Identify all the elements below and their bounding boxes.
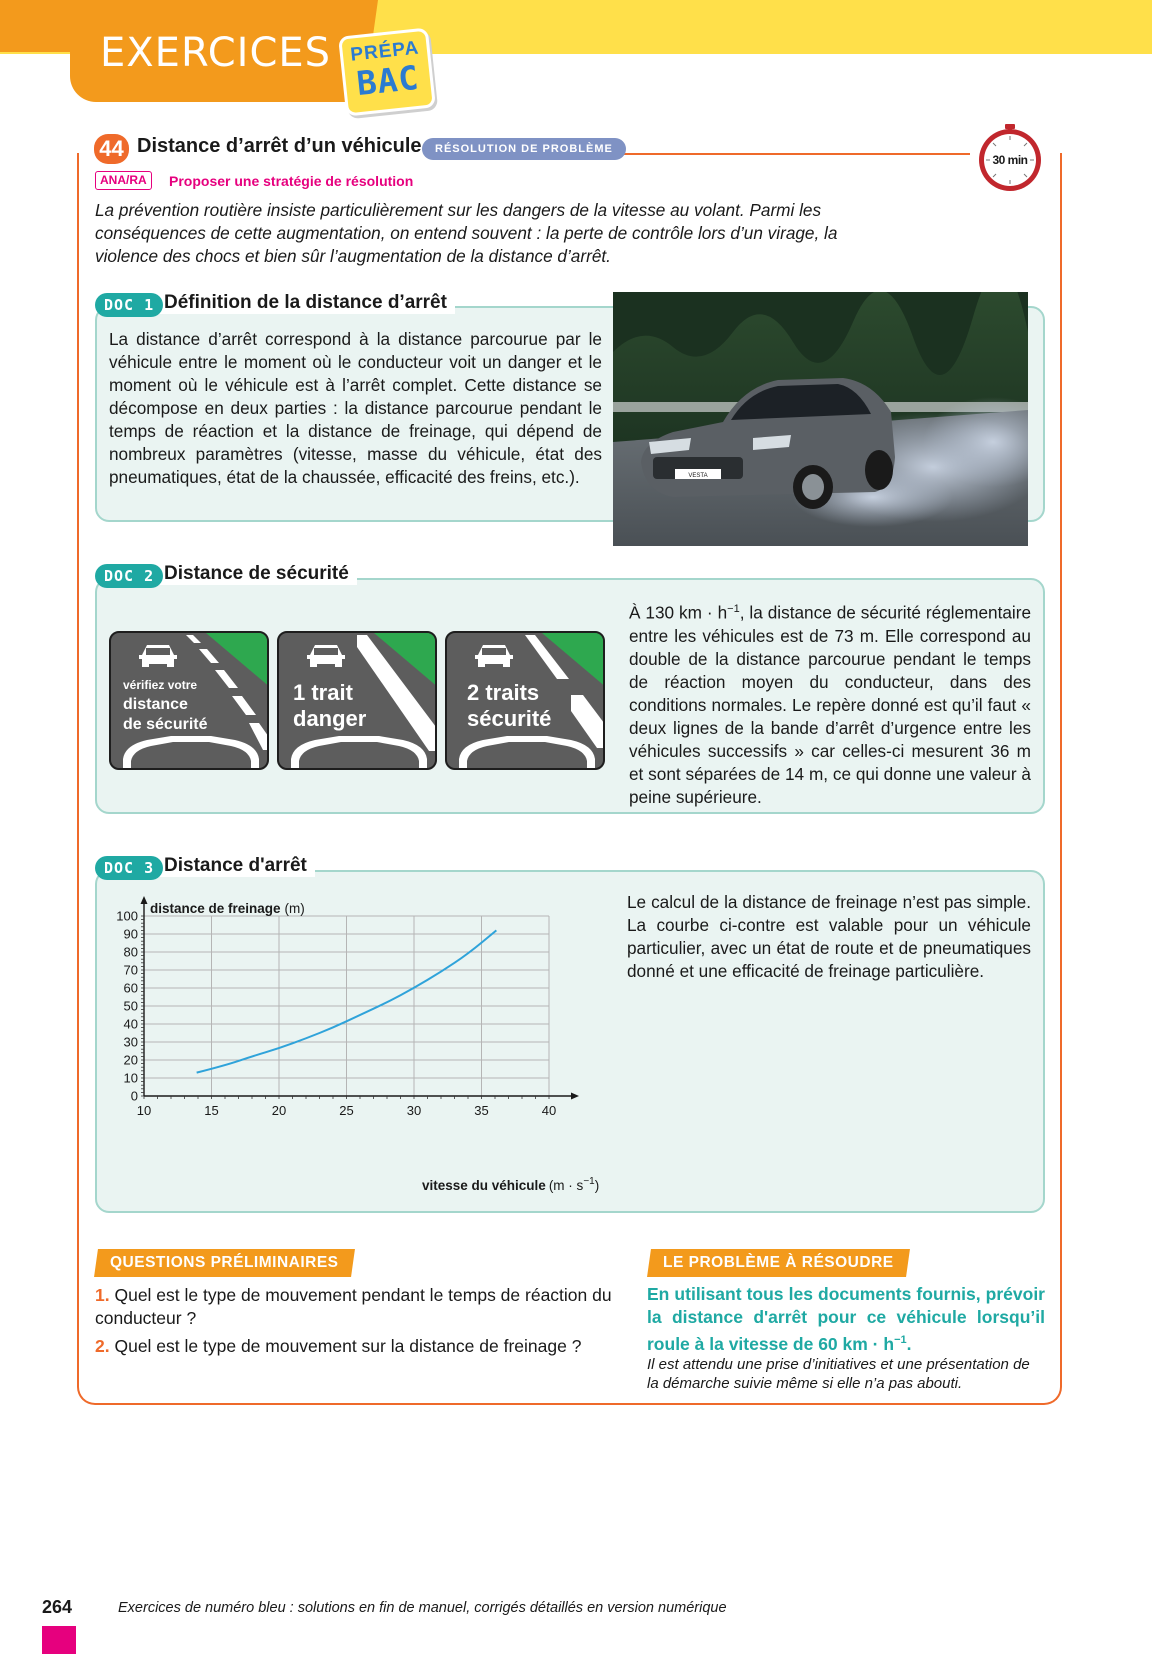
x-axis-arrow bbox=[571, 1093, 579, 1100]
chart-xlabel-bold: vitesse du véhicule bbox=[422, 1178, 546, 1193]
problem-tag bbox=[647, 1249, 910, 1277]
question-1-text: Quel est le type de mouvement pendant le temps de réaction du conducteur ? bbox=[95, 1285, 612, 1328]
question-1 bbox=[95, 1284, 615, 1330]
y-tick-label: 0 bbox=[130, 1088, 138, 1104]
chart-ylabel-bold: distance de freinage bbox=[150, 901, 281, 916]
car-photo-illustration bbox=[613, 292, 1028, 546]
chart-xlabel-unit: (m · s bbox=[548, 1178, 584, 1193]
question-2 bbox=[95, 1335, 615, 1358]
doc1-label: DOC 1 bbox=[95, 293, 163, 317]
y-axis-arrow bbox=[141, 896, 148, 904]
badge-line-1: PRÉPA bbox=[349, 37, 421, 66]
doc2-label: DOC 2 bbox=[95, 564, 163, 588]
chart-xlabel-close: ) bbox=[594, 1178, 600, 1193]
doc2-title: Distance de sécurité bbox=[158, 563, 357, 585]
badge-line-2: BAC bbox=[354, 57, 422, 104]
chart-ylabel-unit: (m) bbox=[284, 901, 305, 916]
doc2-text-sup: −1 bbox=[727, 603, 740, 615]
sign3-line1: 2 traits bbox=[467, 680, 540, 705]
question-2-number: 2. bbox=[95, 1336, 110, 1356]
x-tick-label: 30 bbox=[406, 1103, 422, 1118]
frame-top-line bbox=[612, 153, 970, 155]
problem-text-sup: −1 bbox=[894, 1334, 907, 1346]
doc3-text: Le calcul de la distance de freinage n’est pas simple. La courbe ci-contre est valable pour un véhicule particulier, avec un état de route et de pneumatiques donné et une efficacité de freinage particulière. bbox=[627, 892, 1031, 981]
x-tick-label: 40 bbox=[541, 1103, 557, 1118]
question-2-text: Quel est le type de mouvement sur la distance de freinage ? bbox=[114, 1336, 582, 1356]
sign-panel-one-line bbox=[277, 631, 437, 770]
sign1-line3: de sécurité bbox=[123, 716, 208, 733]
car-photo bbox=[613, 292, 1028, 546]
y-tick-label: 40 bbox=[123, 1016, 138, 1032]
exercise-type-tag: RÉSOLUTION DE PROBLÈME bbox=[422, 138, 626, 160]
y-tick-label: 30 bbox=[123, 1034, 138, 1050]
problem-tag-label: LE PROBLÈME À RÉSOUDRE bbox=[663, 1254, 894, 1271]
problem-statement bbox=[647, 1283, 1045, 1356]
section-title: EXERCICES bbox=[100, 30, 332, 76]
sign3-line2: sécurité bbox=[467, 706, 552, 731]
question-1-number: 1. bbox=[95, 1285, 110, 1305]
braking-distance-chart bbox=[104, 896, 614, 1196]
doc2-text-part1: À 130 km · h bbox=[629, 602, 728, 623]
footer-color-marker bbox=[42, 1626, 76, 1654]
chart-grid bbox=[144, 916, 549, 1096]
intro-paragraph: La prévention routière insiste particulièrement sur les dangers de la vitesse au volant. Parmi les conséquences de cette augmentation, on entend souvent : la perte de contrôle lors d’un virage, la violence des chocs et bien sûr l’augmentation de la distance d’arrêt. bbox=[95, 200, 838, 266]
page-number: 264 bbox=[42, 1597, 73, 1617]
y-tick-label: 50 bbox=[123, 998, 138, 1014]
x-tick-label: 20 bbox=[271, 1103, 287, 1118]
prepa-bac-badge bbox=[338, 28, 436, 117]
chart-axes bbox=[141, 896, 580, 1100]
duration-label: 30 min bbox=[992, 153, 1028, 167]
x-tick-label: 10 bbox=[136, 1103, 152, 1118]
y-tick-label: 80 bbox=[123, 944, 138, 960]
sign1-line2: distance bbox=[123, 696, 188, 713]
doc3-label: DOC 3 bbox=[95, 856, 163, 880]
sign1-small-text: vérifiez votre bbox=[123, 678, 198, 692]
sign-panel-check-distance bbox=[109, 631, 269, 770]
footer-note: Exercices de numéro bleu : solutions en fin de manuel, corrigés détaillés en version numérique bbox=[118, 1600, 727, 1616]
exercise-number: 44 bbox=[94, 134, 129, 164]
chart-ticks bbox=[116, 909, 556, 1119]
problem-text-part1: En utilisant tous les documents fournis, prévoir la distance d'arrêt pour ce véhicule lorsqu’il roule à la vitesse de 60 km · h bbox=[647, 1284, 1045, 1354]
chart-xlabel bbox=[422, 1176, 599, 1193]
y-tick-label: 60 bbox=[123, 980, 138, 996]
y-tick-label: 20 bbox=[123, 1052, 138, 1068]
doc1-text: La distance d’arrêt correspond à la distance parcourue par le véhicule entre le moment où le conducteur voit un danger et le moment où le véhicule est à l’arrêt complet. Cette distance se décompose en deux parties : la distance parcourue pendant le temps de réaction et la distance de freinage, qui dépend de nombreux paramètres (vitesse, masse du véhicule, état des pneumatiques, état de la chaussée, efficacité des freins, etc.). bbox=[109, 329, 602, 487]
x-tick-label: 25 bbox=[339, 1103, 354, 1118]
doc2-text-part2: , la distance de sécurité réglementaire entre les véhicules est de 73 m. Elle correspond au double de la distance parcourue pendant le temps de réaction moyen du conducteur, dans des conditions normales. Le repère donné est qu’il faut « deux lignes de la bande d’arrêt d’urgence entre les véhicules successifs » car celles-ci mesurent 36 m et sont séparées de 14 m, ce qui donne une valeur à peine supérieure. bbox=[629, 602, 1031, 807]
y-tick-label: 90 bbox=[123, 926, 138, 942]
chart-xlabel-sup: −1 bbox=[583, 1176, 595, 1187]
competence-code: ANA/RA bbox=[95, 171, 152, 190]
x-tick-label: 15 bbox=[204, 1103, 219, 1118]
license-plate-text: VESTA bbox=[688, 473, 708, 479]
x-tick-label: 35 bbox=[474, 1103, 489, 1118]
y-tick-label: 10 bbox=[123, 1070, 138, 1086]
exercise-title: Distance d’arrêt d’un véhicule bbox=[137, 135, 422, 157]
sign-panel-two-lines bbox=[445, 631, 605, 770]
y-tick-label: 100 bbox=[116, 908, 138, 924]
problem-text-part2: . bbox=[906, 1333, 912, 1354]
competence-text: Proposer une stratégie de résolution bbox=[169, 173, 414, 189]
problem-note: Il est attendu une prise d’initiatives et une présentation de la démarche suivie même si elle n’a pas abouti. bbox=[647, 1356, 1030, 1392]
sign2-line2: danger bbox=[293, 706, 367, 731]
doc2-text bbox=[629, 598, 1031, 809]
questions-tag-label: QUESTIONS PRÉLIMINAIRES bbox=[110, 1254, 339, 1271]
sign2-line1: 1 trait bbox=[293, 680, 353, 705]
doc3-title: Distance d'arrêt bbox=[158, 855, 315, 877]
doc1-title: Définition de la distance d’arrêt bbox=[158, 292, 455, 314]
y-tick-label: 70 bbox=[123, 962, 138, 978]
chart-ylabel bbox=[150, 901, 305, 916]
questions-tag bbox=[94, 1249, 354, 1277]
